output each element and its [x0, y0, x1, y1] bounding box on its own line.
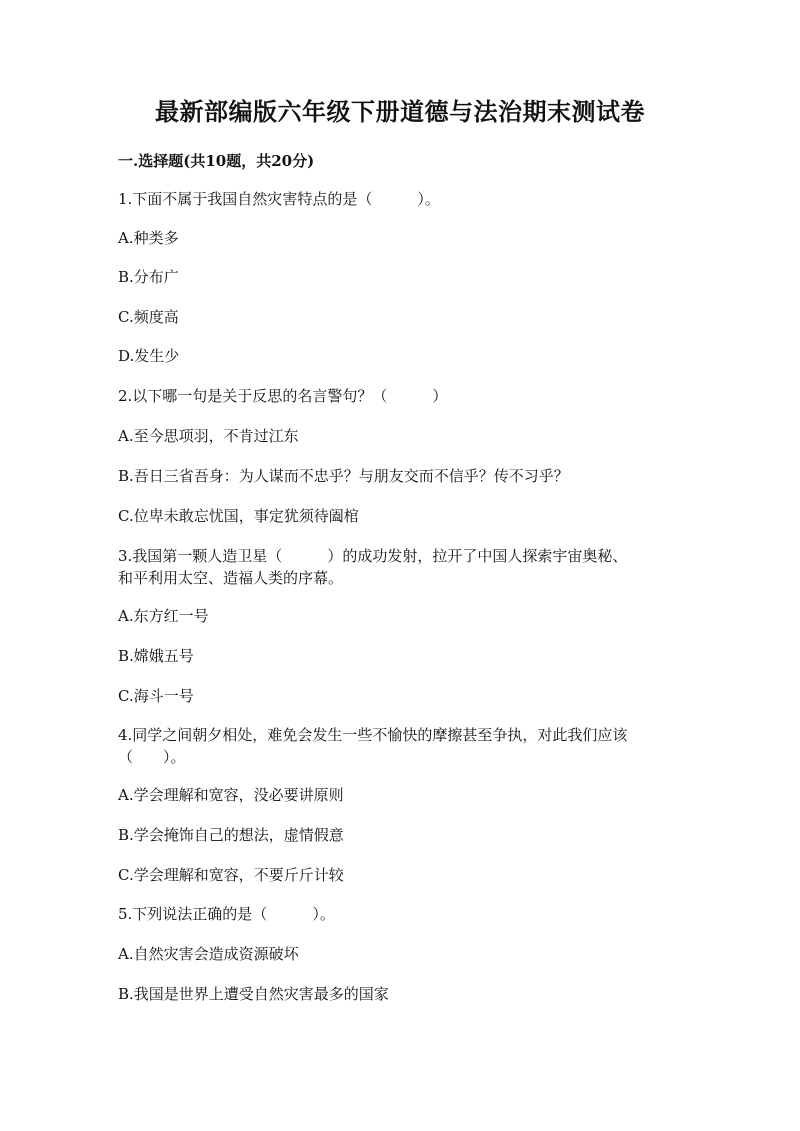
question-1-option-d: D.发生少 — [118, 347, 180, 365]
question-3-stem-line-1: 3.我国第一颗人造卫星（ ）的成功发射，拉开了中国人探索宇宙奥秘、 — [118, 547, 628, 565]
question-2-option-a: A.至今思项羽，不肯过江东 — [118, 427, 299, 445]
page-title: 最新部编版六年级下册道德与法治期末测试卷 — [155, 97, 645, 126]
question-3-option-b: B.嫦娥五号 — [118, 647, 194, 665]
question-2-stem: 2.以下哪一句是关于反思的名言警句？（ ） — [118, 387, 448, 405]
question-4-stem-line-2: （ ）。 — [118, 748, 186, 766]
question-4-option-c: C.学会理解和宽容，不要斤斤计较 — [118, 866, 344, 884]
question-5-option-a: A.自然灾害会造成资源破坏 — [118, 945, 299, 963]
question-1-option-c: C.频度高 — [118, 308, 179, 326]
question-3-stem-line-2: 和平利用太空、造福人类的序幕。 — [118, 569, 344, 587]
question-5-option-b: B.我国是世界上遭受自然灾害最多的国家 — [118, 985, 389, 1003]
question-3-option-a: A.东方红一号 — [118, 607, 209, 625]
section-heading: 一.选择题(共10题，共20分) — [118, 152, 315, 170]
question-4-stem-line-1: 4.同学之间朝夕相处，难免会发生一些不愉快的摩擦甚至争执，对此我们应该 — [118, 726, 628, 744]
question-2-option-b: B.吾日三省吾身：为人谋而不忠乎？与朋友交而不信乎？传不习乎？ — [118, 467, 569, 485]
question-4-option-a: A.学会理解和宽容，没必要讲原则 — [118, 786, 344, 804]
question-5-stem: 5.下列说法正确的是（ ）。 — [118, 905, 335, 923]
question-3-option-c: C.海斗一号 — [118, 687, 194, 705]
question-2-option-c: C.位卑未敢忘忧国，事定犹须待阖棺 — [118, 507, 359, 525]
question-1-stem: 1.下面不属于我国自然灾害特点的是（ ）。 — [118, 190, 440, 208]
question-1-option-a: A.种类多 — [118, 229, 179, 247]
question-4-option-b: B.学会掩饰自己的想法，虚情假意 — [118, 826, 344, 844]
question-1-option-b: B.分布广 — [118, 268, 179, 286]
